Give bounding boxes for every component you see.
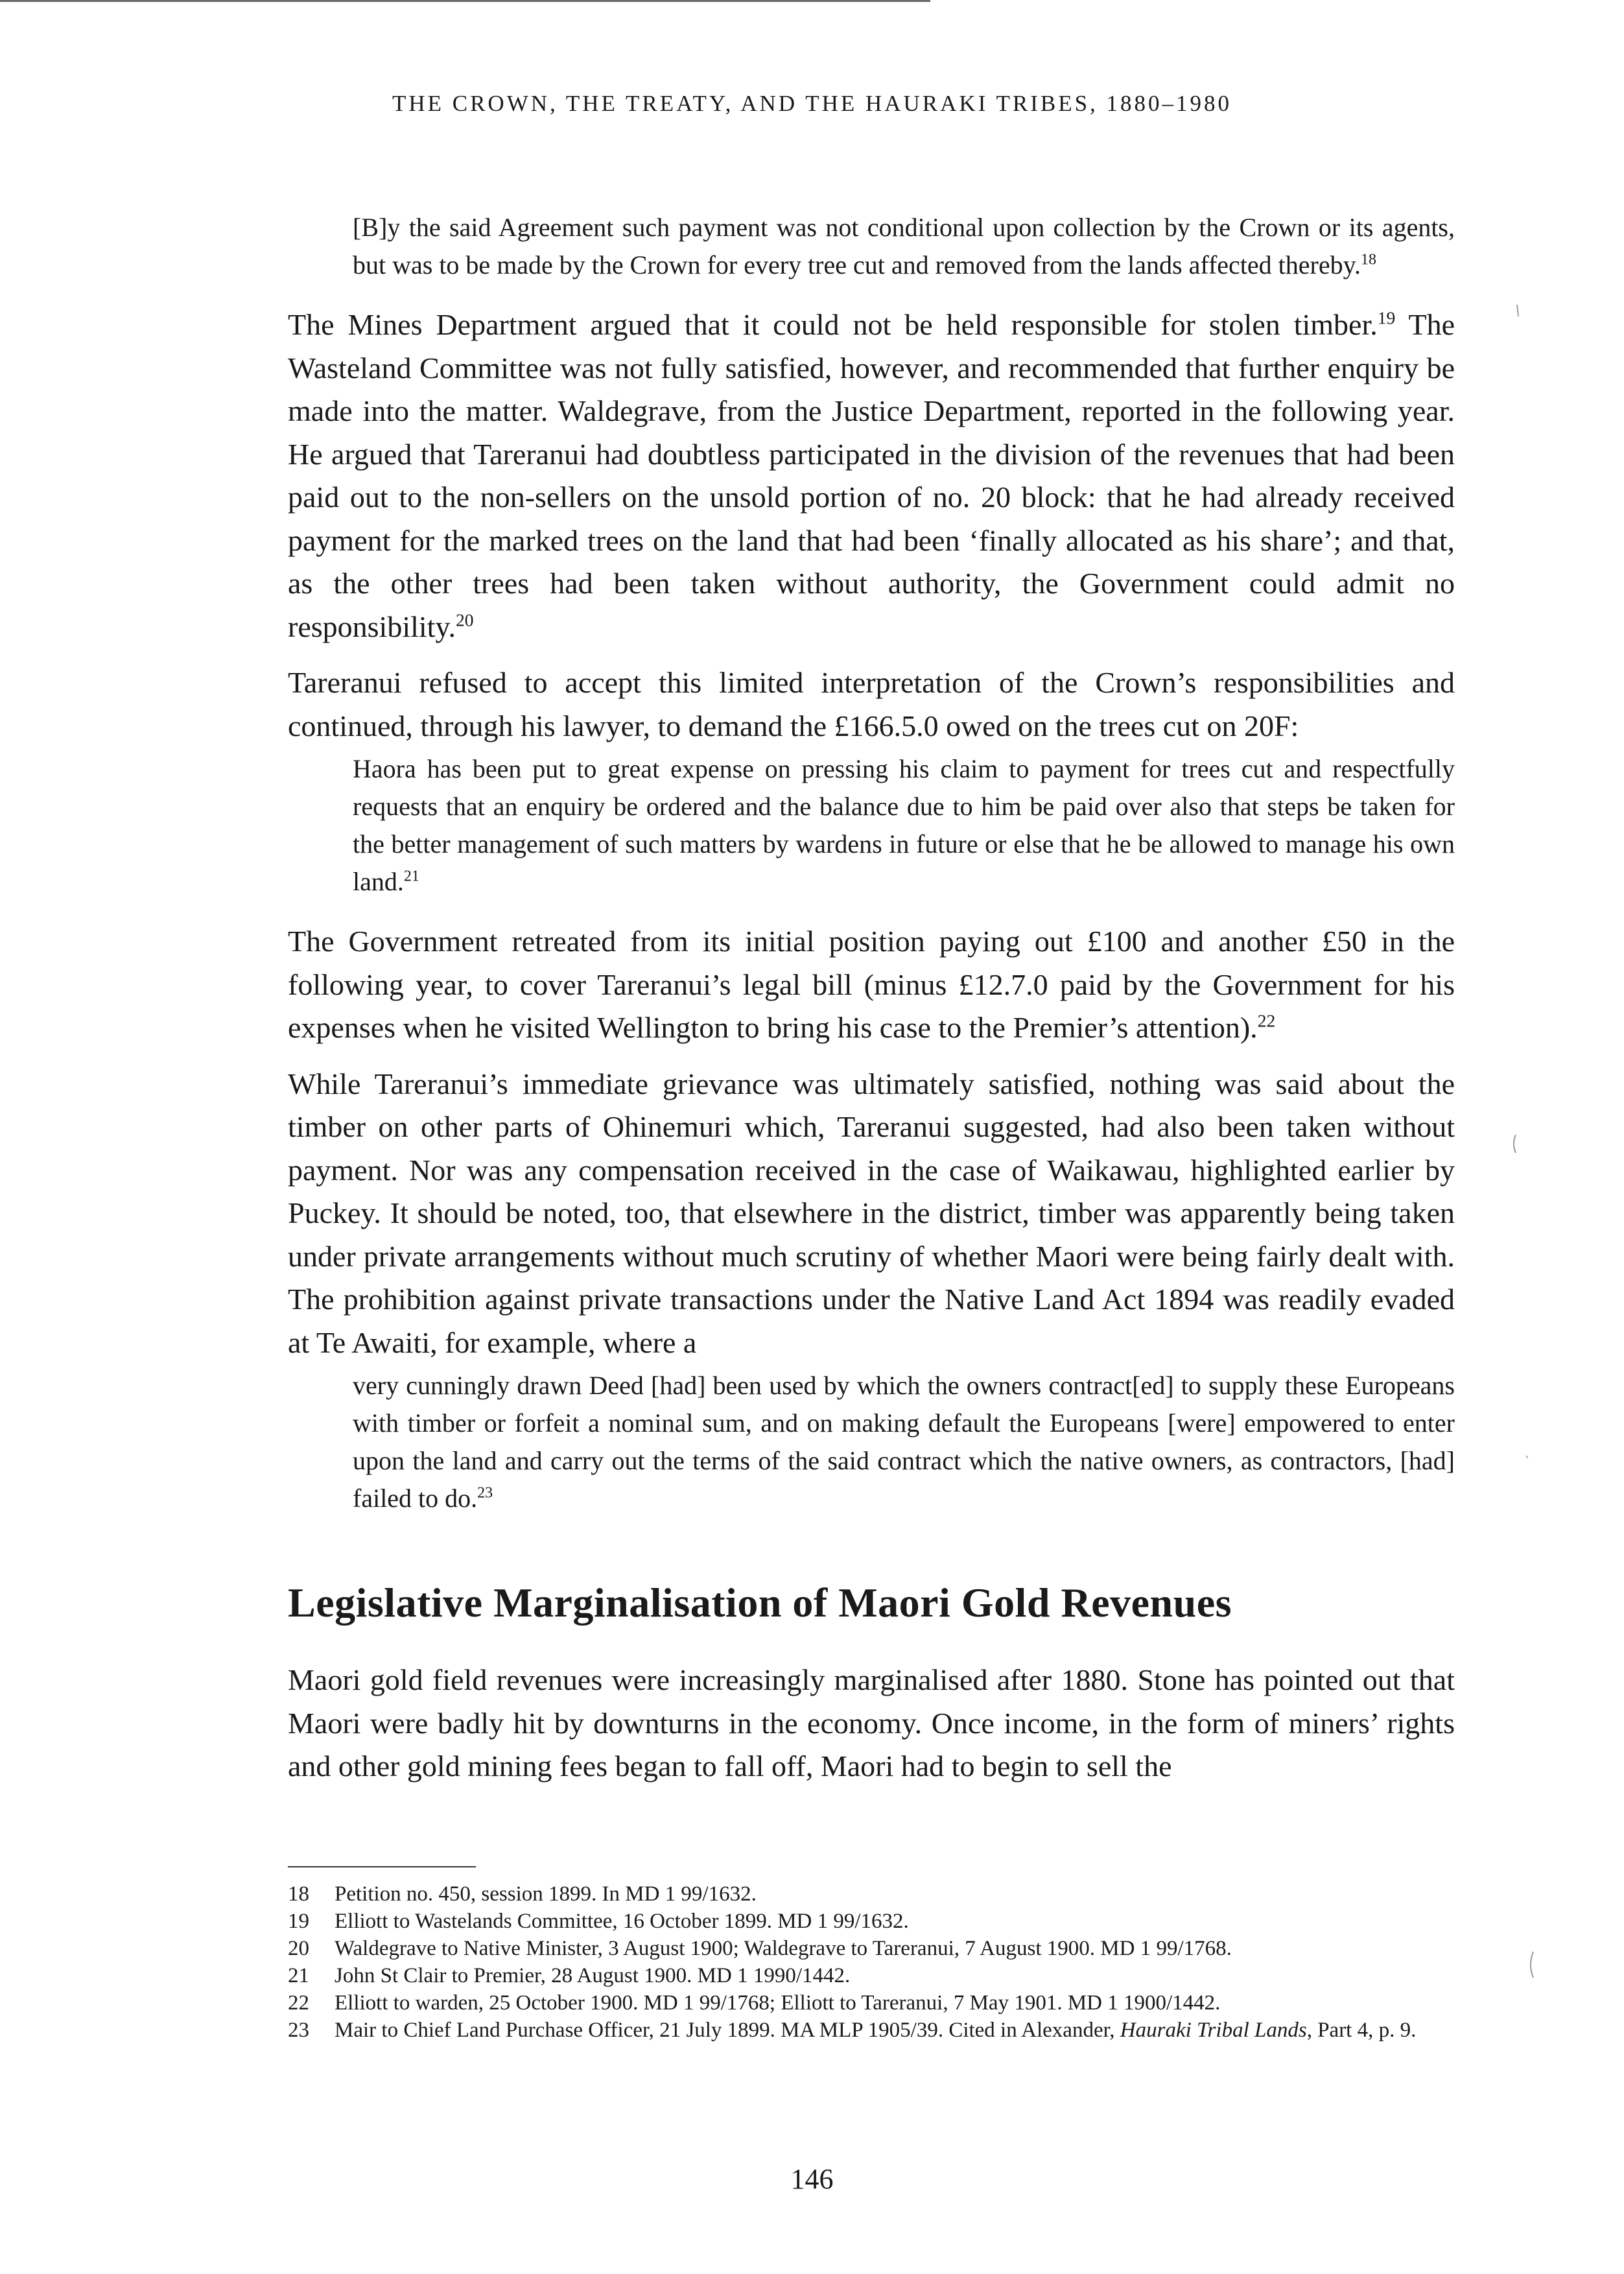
- footnote-divider: [288, 1866, 476, 1867]
- footnote-number: 22: [288, 1991, 309, 2015]
- footnote-number: 18: [288, 1882, 309, 1906]
- footnote-text: Elliott to Wastelands Committee, 16 October 1899. MD 1 99/1632.: [335, 1910, 909, 1933]
- paragraph-4: [288, 1063, 1455, 1365]
- footnote-text-part: , Part 4, p. 9.: [1306, 2019, 1417, 2042]
- footnote-text: John St Clair to Premier, 28 August 1900. MD 1 1990/1442.: [335, 1964, 851, 1987]
- footnote-18: [288, 1880, 1455, 1908]
- footnote-number: 23: [288, 2019, 309, 2042]
- footnote-number: 19: [288, 1910, 309, 1933]
- paragraph-text: The Government retreated from its initial position paying out £100 and another £50 in the following year, to cover Tareranui’s legal bill (minus £12.7.0 paid by the Government for his expenses when he visited Wellington to bring his case to the Premier’s attention).: [288, 925, 1455, 1044]
- page-number: 146: [790, 2163, 834, 2195]
- paragraph-text: Maori gold field revenues were increasingly marginalised after 1880. Stone has pointed out that Maori were badly hit by downturns in the economy. Once income, in the form of miners’ rights and other gold mining fees began to fall off, Maori had to begin to sell the: [288, 1663, 1455, 1782]
- footnote-number: 20: [288, 1937, 309, 1960]
- section-heading: Legislative Marginalisation of Maori Gold Revenues: [288, 1580, 1232, 1626]
- paragraph-text: While Tareranui’s immediate grievance was ultimately satisfied, nothing was said about the timber on other parts of Ohinemuri which, Tareranui suggested, had also been taken without payment. Nor was any compensation received in the case of Waikawau, highlighted earlier by Puckey. It should be noted, too, that elsewhere in the district, timber was apparently being taken under private arrangements without much scrutiny of whether Maori were being fairly dealt with. The prohibition against private transactions under the Native Land Act 1894 was readily evaded at Te Awaiti, for example, where a: [288, 1067, 1455, 1359]
- paragraph-text: Tareranui refused to accept this limited interpretation of the Crown’s responsibilities and continued, through his lawyer, to demand the £166.5.0 owed on the trees cut on 20F:: [288, 666, 1455, 742]
- paragraph-text: The Mines Department argued that it could not be held responsible for stolen timber.: [288, 308, 1378, 341]
- footnote-text: [335, 2017, 1455, 2044]
- footnotes: [288, 1880, 1455, 2044]
- paragraph-2: [288, 661, 1455, 748]
- running-head: THE CROWN, THE TREATY, AND THE HAURAKI TRIBES, 1880–1980: [392, 91, 1232, 116]
- top-border-line: [0, 0, 930, 2]
- paragraph-text: The Wasteland Committee was not fully satisfied, however, and recommended that further enquiry be made into the matter. Waldegrave, from the Justice Department, reported in the following year. He argued that Tareranui had doubtless participated in the division of the revenues that had been paid out to the non-sellers on the unsold portion of no. 20 block: that he had already received payment for the marked trees on the land that had been ‘finally allocated as his share’; and that, as the other trees had been taken without authority, the Government could admit no responsibility.: [288, 308, 1455, 643]
- footnote-ref[interactable]: 19: [1377, 307, 1396, 328]
- paragraph-5: [288, 1659, 1455, 1788]
- quote-text: very cunningly drawn Deed [had] been used by which the owners contract[ed] to supply these Europeans with timber or forfeit a nominal sum, and on making default the Europeans [were] empowered to enter upon the land and carry out the terms of the said contract which the native owners, as contractors, [had] failed to do.: [353, 1371, 1455, 1513]
- footnote-19: [288, 1908, 1455, 1935]
- footnote-ref[interactable]: 23: [477, 1484, 493, 1502]
- quote-text: [B]y the said Agreement such payment was not conditional upon collection by the Crown or its agents, but was to be made by the Crown for every tree cut and removed from the lands affected thereby.: [353, 213, 1455, 279]
- footnote-23: [288, 2017, 1455, 2044]
- paragraph-3: [288, 920, 1455, 1050]
- paragraph-1: [288, 303, 1455, 648]
- footnote-text: Petition no. 450, session 1899. In MD 1 99/1632.: [335, 1882, 757, 1906]
- footnote-text: Elliott to warden, 25 October 1900. MD 1 99/1768; Elliott to Tareranui, 7 May 1901. MD 1 1900/1442.: [335, 1991, 1221, 2015]
- footnote-ref[interactable]: 20: [455, 610, 474, 630]
- quote-text: Haora has been put to great expense on pressing his claim to payment for trees cut and respectfully requests that an enquiry be ordered and the balance due to him be paid over also that steps be taken for the better management of such matters by wardens in future or else that he be allowed to manage his own land.: [353, 754, 1455, 896]
- footnote-20: [288, 1935, 1455, 1962]
- footnote-number: 21: [288, 1964, 309, 1987]
- footnote-text-part: Mair to Chief Land Purchase Officer, 21 July 1899. MA MLP 1905/39. Cited in Alexander,: [335, 2019, 1120, 2042]
- block-quote-2: [353, 750, 1455, 901]
- cited-work-title: Hauraki Tribal Lands: [1120, 2019, 1307, 2042]
- footnote-ref[interactable]: 22: [1257, 1010, 1276, 1031]
- footnote-text: Waldegrave to Native Minister, 3 August 1900; Waldegrave to Tareranui, 7 August 1900. MD 1 99/1768.: [335, 1937, 1232, 1960]
- footnote-ref[interactable]: 18: [1360, 251, 1376, 268]
- body-text: [288, 209, 1455, 1788]
- block-quote-3: [353, 1367, 1455, 1517]
- footnote-22: [288, 1989, 1455, 2017]
- footnote-ref[interactable]: 21: [403, 868, 419, 885]
- footnote-21: [288, 1962, 1455, 1989]
- block-quote-1: [353, 209, 1455, 284]
